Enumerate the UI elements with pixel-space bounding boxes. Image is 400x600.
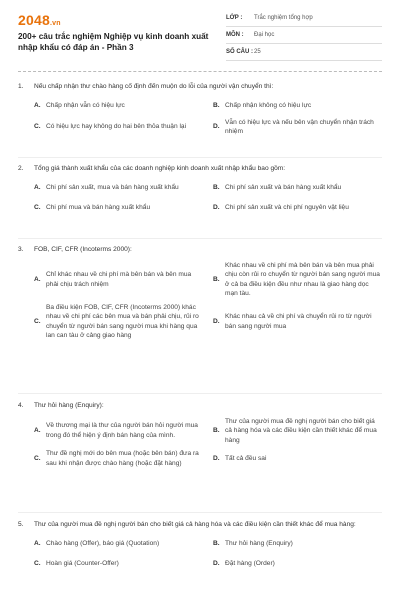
option-text: Hoàn giá (Counter-Offer) xyxy=(46,559,119,567)
option-text: Chào hàng (Offer), báo giá (Quotation) xyxy=(46,539,160,547)
header-divider xyxy=(18,71,382,72)
question-text: Nếu chấp nhận thư chào hàng cố định đến muộn do lỗi của người vận chuyển thì: xyxy=(34,83,274,90)
question-number: 4. xyxy=(18,402,24,409)
meta-row-subject xyxy=(226,27,382,44)
option-letter: D. xyxy=(213,123,220,131)
option-a[interactable] xyxy=(34,261,203,299)
option-letter: C. xyxy=(34,317,41,325)
meta-key: SỐ CÂU : xyxy=(226,49,253,55)
option-text: Chi phí sản xuất và bán hàng xuất khẩu xyxy=(225,183,342,191)
option-text: Tất cả đều sai xyxy=(225,454,267,462)
option-letter: A. xyxy=(34,427,41,434)
question-text: Tổng giá thành xuất khẩu của các doanh nghiệp kinh doanh xuất nhập khẩu bao gồm: xyxy=(34,165,286,172)
option-text: Vẫn có hiệu lực và nếu bên vận chuyển nhận trách nhiệm xyxy=(225,118,374,135)
option-letter: D. xyxy=(213,559,220,567)
option-b[interactable] xyxy=(213,180,382,196)
option-text: Thư hỏi hàng (Enquiry) xyxy=(225,539,293,547)
question-number: 2. xyxy=(18,165,24,172)
document-title: 200+ câu trắc nghiệm Nghiệp vụ kinh doanh xuất nhập khẩu có đáp án - Phần 3 xyxy=(18,32,209,52)
logo-main: 2048 xyxy=(18,12,50,28)
question-text: Thư của người mua đề nghị người bán cho biết giá cả hàng hóa và các điều kiện cần thiết khác để mua hàng: xyxy=(34,521,356,528)
meta-row-class xyxy=(226,10,382,27)
option-d[interactable] xyxy=(213,118,382,137)
option-letter: D. xyxy=(213,203,220,211)
option-text: Ba điều kiện FOB, CIF, CFR (Incoterms 2000) khác nhau về chi phí các bên mua và bán phải chịu, rủi ro chuyển từ người bán sang người mua khi hàng qua lan can tàu ở cảng giao hàng xyxy=(46,303,199,339)
option-d[interactable] xyxy=(213,303,382,341)
option-c[interactable] xyxy=(34,449,203,468)
option-a[interactable] xyxy=(34,536,203,552)
option-text: Về thương mại là thư của người bán hỏi người mua trong đó thể hiện ý định bán hàng của mình. xyxy=(46,422,198,439)
option-d[interactable] xyxy=(213,556,382,572)
meta-value: Đại học xyxy=(254,32,275,38)
option-text: Khác nhau cả về chi phí và chuyển rủi ro từ người bán sang người mua xyxy=(225,313,372,330)
option-text: Chi phí sản xuất và chi phí nguyên vật liệu xyxy=(225,203,349,211)
option-c[interactable] xyxy=(34,118,203,137)
option-letter: A. xyxy=(34,539,41,547)
meta-value: Trắc nghiệm tổng hợp xyxy=(254,15,313,21)
meta-value: 25 xyxy=(254,49,261,55)
option-text: Chi phí mua và bán hàng xuất khẩu xyxy=(46,203,151,211)
option-letter: A. xyxy=(34,183,41,191)
option-letter: B. xyxy=(213,275,220,283)
option-letter: D. xyxy=(213,317,220,325)
option-text: Chi phí sản xuất, mua và bán hàng xuất khẩu xyxy=(46,183,179,191)
logo-suffix: .vn xyxy=(49,20,61,27)
question-1 xyxy=(18,82,382,141)
option-letter: A. xyxy=(34,101,41,109)
meta-table xyxy=(226,10,382,61)
question-number: 3. xyxy=(18,246,24,253)
option-a[interactable] xyxy=(34,98,203,114)
option-letter: B. xyxy=(213,101,220,109)
option-letter: C. xyxy=(34,203,41,211)
question-4 xyxy=(18,401,382,472)
option-a[interactable] xyxy=(34,417,203,446)
question-text: Thư hỏi hàng (Enquiry): xyxy=(34,402,104,409)
option-c[interactable] xyxy=(34,303,203,341)
option-letter: C. xyxy=(34,454,41,462)
question-text: FOB, CIF, CFR (Incoterms 2000): xyxy=(34,246,132,253)
question-number: 1. xyxy=(18,83,24,90)
option-b[interactable] xyxy=(213,98,382,114)
option-b[interactable] xyxy=(213,417,382,446)
option-text: Có hiệu lực hay không do hai bên thỏa thuận lại xyxy=(46,123,187,131)
worksheet-header xyxy=(18,10,382,70)
option-c[interactable] xyxy=(34,200,203,216)
option-letter: B. xyxy=(213,427,220,434)
option-letter: C. xyxy=(34,123,41,131)
option-letter: B. xyxy=(213,183,220,191)
question-number: 5. xyxy=(18,521,24,528)
option-b[interactable] xyxy=(213,536,382,552)
option-b[interactable] xyxy=(213,261,382,299)
site-logo[interactable] xyxy=(18,12,61,28)
question-divider xyxy=(18,238,382,239)
option-letter: A. xyxy=(34,275,41,283)
option-text: Thư của người mua đề nghị người bán cho biết giá cả hàng hóa và các điều kiện cần thiết khác để mua hàng xyxy=(225,417,377,444)
option-c[interactable] xyxy=(34,556,203,572)
option-text: Chấp nhận vẫn có hiệu lực xyxy=(46,101,125,109)
meta-key: MÔN : xyxy=(226,32,244,38)
question-divider xyxy=(18,393,382,394)
option-d[interactable] xyxy=(213,200,382,216)
question-5 xyxy=(18,520,382,576)
option-a[interactable] xyxy=(34,180,203,196)
option-d[interactable] xyxy=(213,449,382,468)
option-letter: B. xyxy=(213,539,220,547)
question-3 xyxy=(18,245,382,345)
question-divider xyxy=(18,512,382,513)
option-text: Chấp nhận không có hiệu lực xyxy=(225,101,312,109)
option-text: Thư đề nghị mới do bên mua (hoặc bên bán) đưa ra sau khi nhận được chào hàng (hoặc đặt hàng) xyxy=(46,450,199,467)
option-text: Đặt hàng (Order) xyxy=(225,559,275,567)
option-text: Khác nhau về chi phí mà bên bán và bên mua phải chịu còn rủi ro chuyển từ người bán sang người mua ở cả ba điều kiện đều như nhau là giao hàng dọc mạn tàu. xyxy=(225,261,380,297)
option-text: Chỉ khác nhau về chi phí mà bên bán và bên mua phải chịu trách nhiệm xyxy=(46,271,192,288)
meta-key: LỚP : xyxy=(226,15,243,21)
option-letter: D. xyxy=(213,454,220,462)
meta-row-count xyxy=(226,44,382,61)
question-divider xyxy=(18,157,382,158)
question-2 xyxy=(18,164,382,220)
option-letter: C. xyxy=(34,559,41,567)
